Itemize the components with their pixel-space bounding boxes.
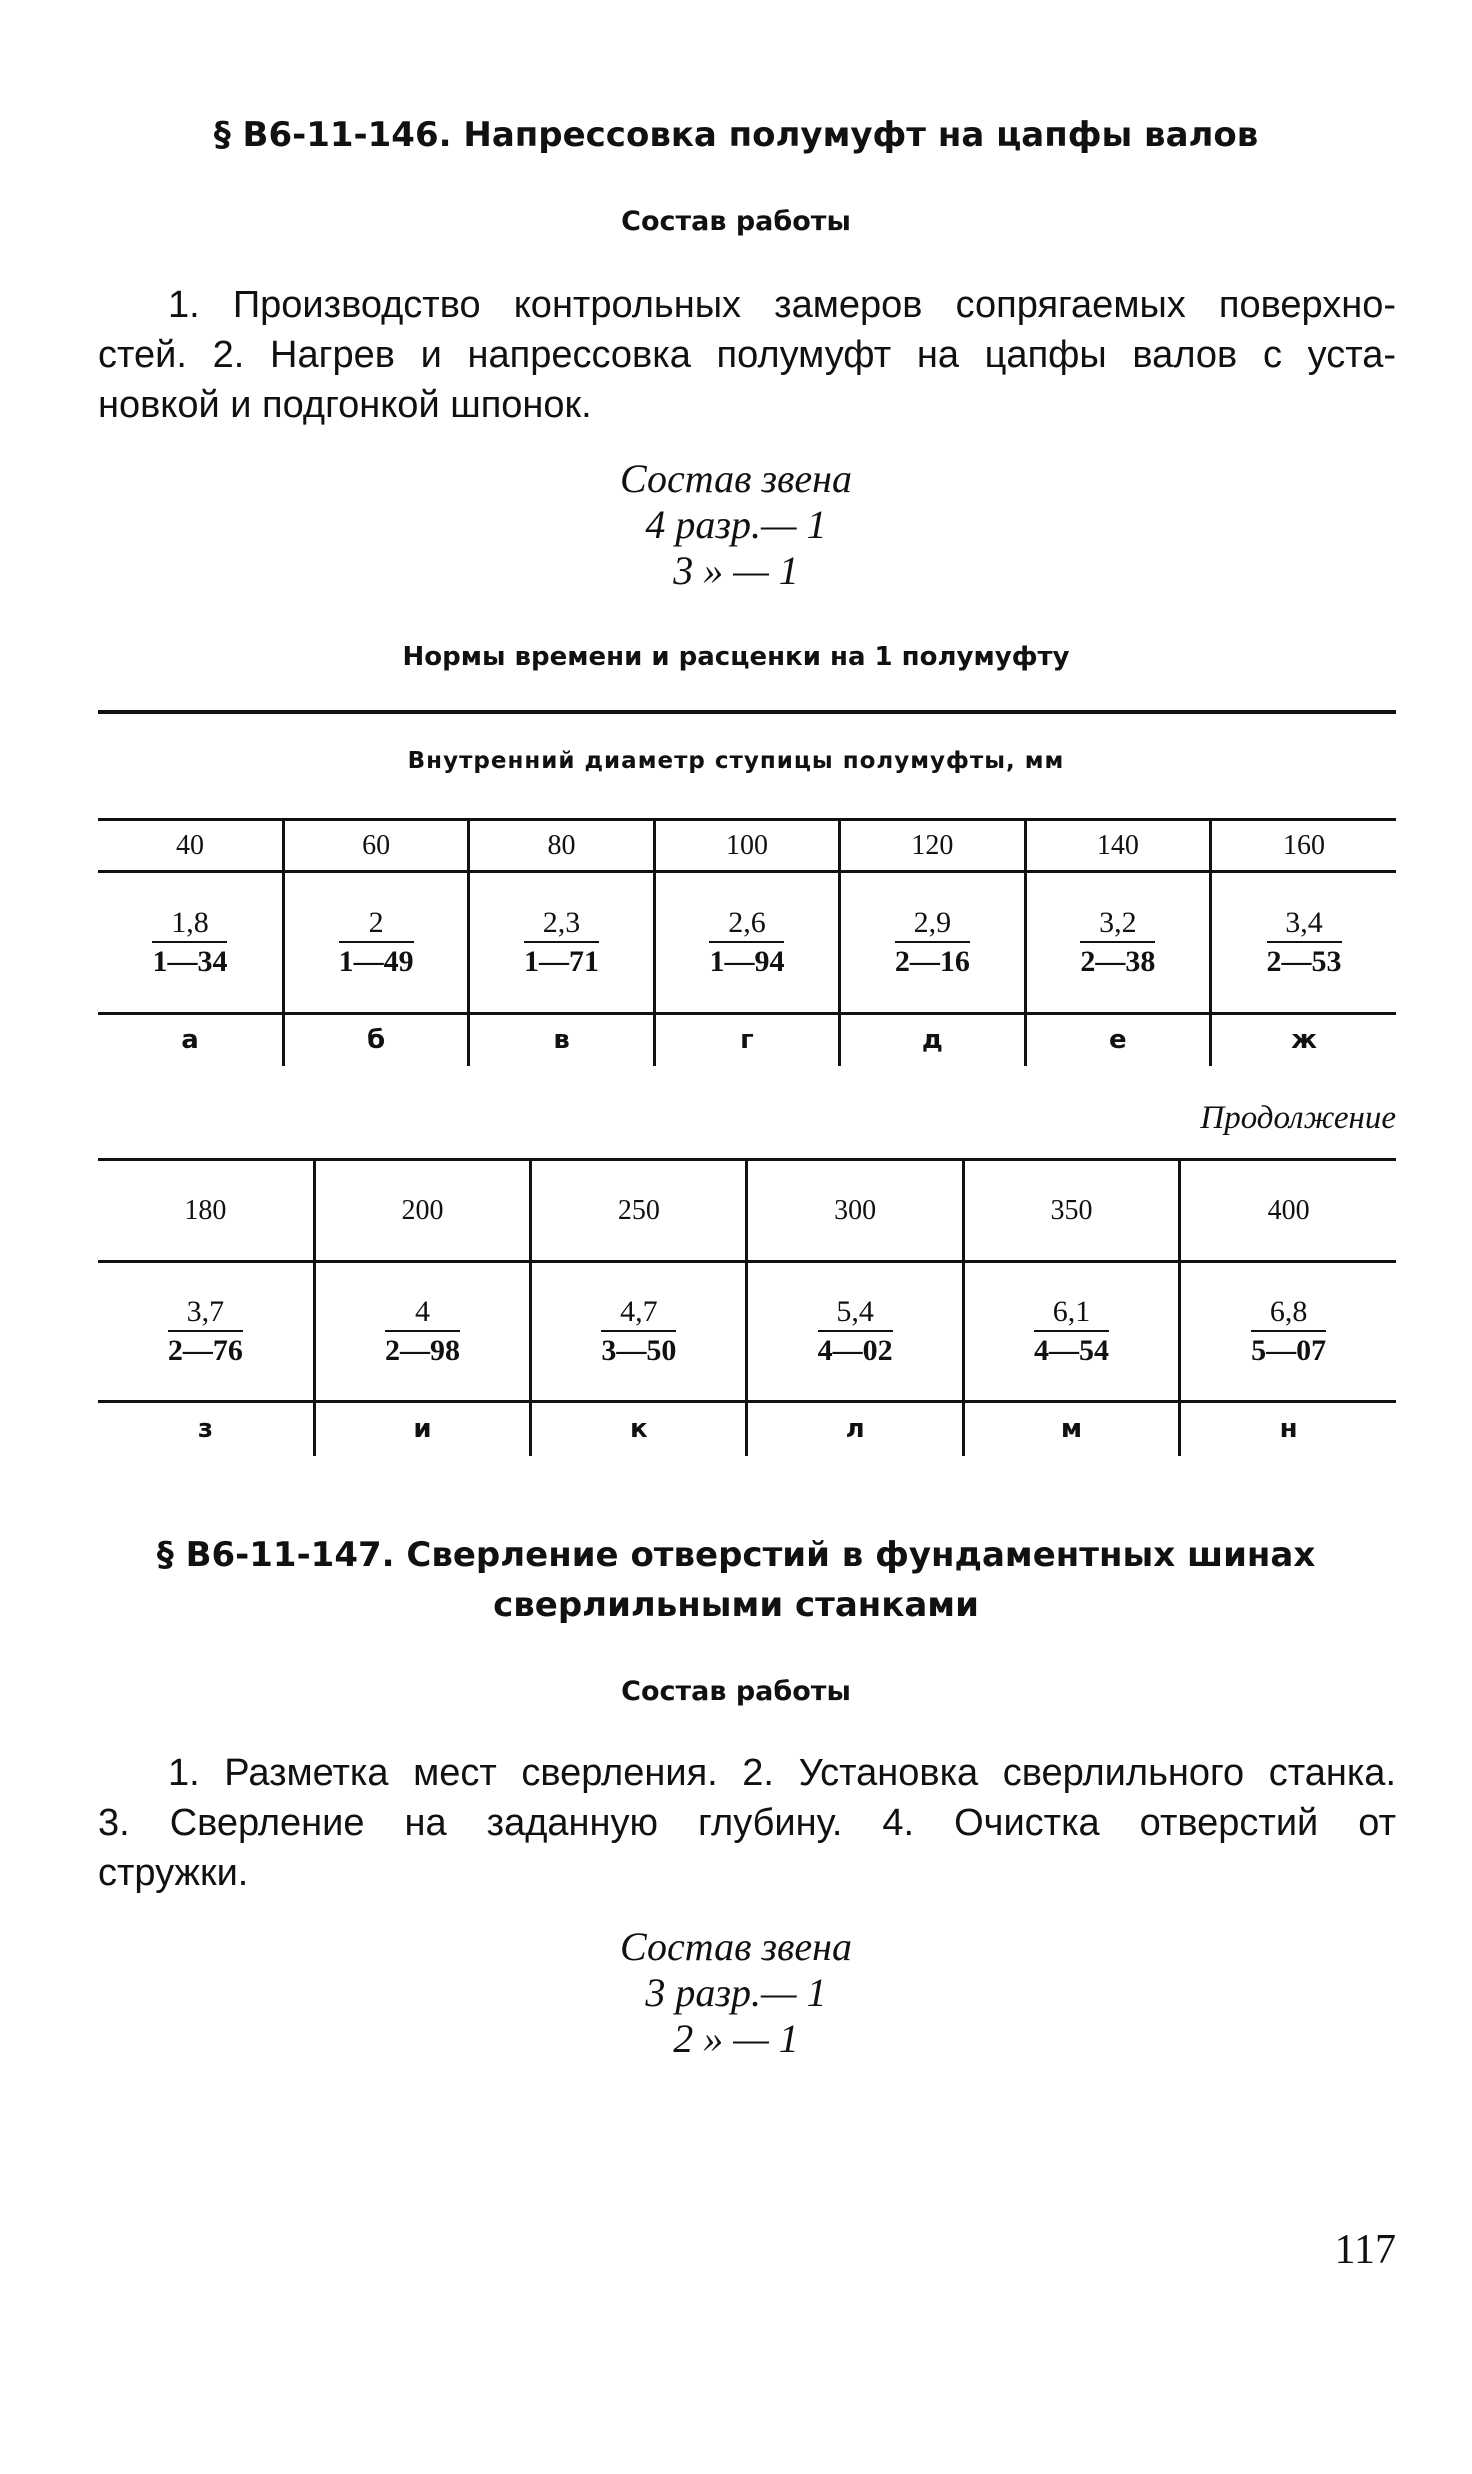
norms-table-1 bbox=[98, 818, 1396, 1066]
work-line: 1. Разметка мест сверления. 2. Установка сверлильного станка. bbox=[168, 1752, 1396, 1794]
letter-cell: з bbox=[197, 1414, 213, 1445]
crew-line: 3 разр.— 1 bbox=[645, 1970, 827, 2015]
header-cell: 120 bbox=[840, 820, 1025, 872]
header-cell: 180 bbox=[98, 1160, 314, 1262]
rate: 1—49 bbox=[338, 944, 414, 978]
time-norm: 1,8 bbox=[152, 905, 227, 943]
header-cell: 250 bbox=[531, 1160, 747, 1262]
letter-cell: л bbox=[747, 1402, 963, 1456]
time-norm: 2,9 bbox=[895, 905, 970, 943]
rate: 2—38 bbox=[1080, 944, 1156, 978]
value-cell bbox=[1180, 1262, 1396, 1402]
rate: 4—54 bbox=[1033, 1333, 1109, 1367]
rate: 1—94 bbox=[709, 944, 785, 978]
table-caption: Внутренний диаметр ступицы полумуфты, мм bbox=[407, 748, 1065, 774]
crew-line: 3 » — 1 bbox=[673, 548, 799, 593]
header-cell: 200 bbox=[314, 1160, 530, 1262]
work-line: новкой и подгонкой шпонок. bbox=[98, 384, 592, 426]
table-top-rule bbox=[98, 710, 1396, 714]
page-number: 117 bbox=[1334, 2227, 1396, 2273]
value-cell bbox=[747, 1262, 963, 1402]
time-norm: 3,2 bbox=[1080, 905, 1155, 943]
table-values-row bbox=[98, 872, 1396, 1014]
header-cell: 160 bbox=[1211, 820, 1396, 872]
letter-cell: н bbox=[1180, 1402, 1396, 1456]
letter-cell: и bbox=[314, 1402, 530, 1456]
time-norm: 6,1 bbox=[1034, 1294, 1109, 1332]
crew-composition-147 bbox=[0, 1924, 1472, 2062]
header-cell: 40 bbox=[98, 820, 283, 872]
letter-cell: г bbox=[654, 1014, 839, 1066]
letter-cell: а bbox=[181, 1025, 199, 1056]
letter-cell: е bbox=[1025, 1014, 1210, 1066]
letter-cell: д bbox=[840, 1014, 1025, 1066]
table-header-row bbox=[98, 820, 1396, 872]
work-composition-heading: Состав работы bbox=[621, 206, 851, 237]
value-cell bbox=[654, 872, 839, 1014]
time-norm: 6,8 bbox=[1251, 1294, 1326, 1332]
section-147-title bbox=[0, 1530, 1472, 1630]
rate: 3—50 bbox=[601, 1333, 677, 1367]
work-composition-heading: Состав работы bbox=[621, 1676, 851, 1707]
table-values-row bbox=[98, 1262, 1396, 1402]
rate: 2—53 bbox=[1266, 944, 1342, 978]
header-cell: 60 bbox=[283, 820, 468, 872]
rate: 5—07 bbox=[1251, 1333, 1327, 1367]
time-norm: 4 bbox=[385, 1294, 460, 1332]
crew-line: 2 » — 1 bbox=[673, 2016, 799, 2061]
work-line: 1. Производство контрольных замеров сопрягаемых поверхно- bbox=[168, 284, 1396, 326]
work-description-146 bbox=[98, 280, 1396, 430]
section-147-title-line1: § В6-11-147. Сверление отверстий в фундаментных шинах bbox=[156, 1535, 1316, 1575]
value-cell bbox=[314, 1262, 530, 1402]
norms-table-2 bbox=[98, 1158, 1396, 1456]
rate: 1—34 bbox=[152, 944, 228, 978]
rate: 2—76 bbox=[167, 1333, 243, 1367]
header-cell: 400 bbox=[1180, 1160, 1396, 1262]
header-cell: 100 bbox=[654, 820, 839, 872]
time-norm: 5,4 bbox=[818, 1294, 893, 1332]
value-cell bbox=[98, 872, 283, 1014]
section-146-title: § В6-11-146. Напрессовка полумуфт на цапфы валов bbox=[213, 115, 1259, 155]
crew-heading: Состав звена bbox=[619, 456, 852, 501]
time-norm: 2,3 bbox=[524, 905, 599, 943]
table-letter-row bbox=[98, 1014, 1396, 1066]
work-description-147 bbox=[98, 1748, 1396, 1898]
value-cell bbox=[840, 872, 1025, 1014]
letter-cell: в bbox=[469, 1014, 654, 1066]
header-cell: 350 bbox=[963, 1160, 1179, 1262]
rate: 4—02 bbox=[817, 1333, 893, 1367]
crew-composition-146 bbox=[0, 456, 1472, 594]
section-147-title-line2: сверлильными станками bbox=[493, 1585, 979, 1625]
value-cell bbox=[283, 872, 468, 1014]
value-cell bbox=[963, 1262, 1179, 1402]
crew-heading: Состав звена bbox=[619, 1924, 852, 1969]
norms-caption: Нормы времени и расценки на 1 полумуфту bbox=[402, 642, 1070, 672]
header-cell: 80 bbox=[469, 820, 654, 872]
time-norm: 2 bbox=[339, 905, 414, 943]
letter-cell: к bbox=[531, 1402, 747, 1456]
table-header-row bbox=[98, 1160, 1396, 1262]
letter-cell: м bbox=[963, 1402, 1179, 1456]
letter-cell: б bbox=[283, 1014, 468, 1066]
time-norm: 3,7 bbox=[168, 1294, 243, 1332]
table-letter-row bbox=[98, 1402, 1396, 1456]
work-line: стей. 2. Нагрев и напрессовка полумуфт на цапфы валов с уста- bbox=[98, 334, 1396, 376]
time-norm: 4,7 bbox=[601, 1294, 676, 1332]
crew-line: 4 разр.— 1 bbox=[645, 502, 827, 547]
letter-cell: ж bbox=[1211, 1014, 1396, 1066]
time-norm: 3,4 bbox=[1267, 905, 1342, 943]
rate: 2—98 bbox=[384, 1333, 460, 1367]
header-cell: 300 bbox=[747, 1160, 963, 1262]
work-line: 3. Сверление на заданную глубину. 4. Очистка отверстий от bbox=[98, 1802, 1396, 1844]
rate: 2—16 bbox=[894, 944, 970, 978]
value-cell bbox=[469, 872, 654, 1014]
header-cell: 140 bbox=[1025, 820, 1210, 872]
work-line: стружки. bbox=[98, 1852, 249, 1894]
value-cell bbox=[1025, 872, 1210, 1014]
rate: 1—71 bbox=[524, 944, 600, 978]
value-cell bbox=[98, 1262, 314, 1402]
value-cell bbox=[531, 1262, 747, 1402]
continuation-label: Продолжение bbox=[1200, 1100, 1396, 1136]
value-cell bbox=[1211, 872, 1396, 1014]
time-norm: 2,6 bbox=[709, 905, 784, 943]
